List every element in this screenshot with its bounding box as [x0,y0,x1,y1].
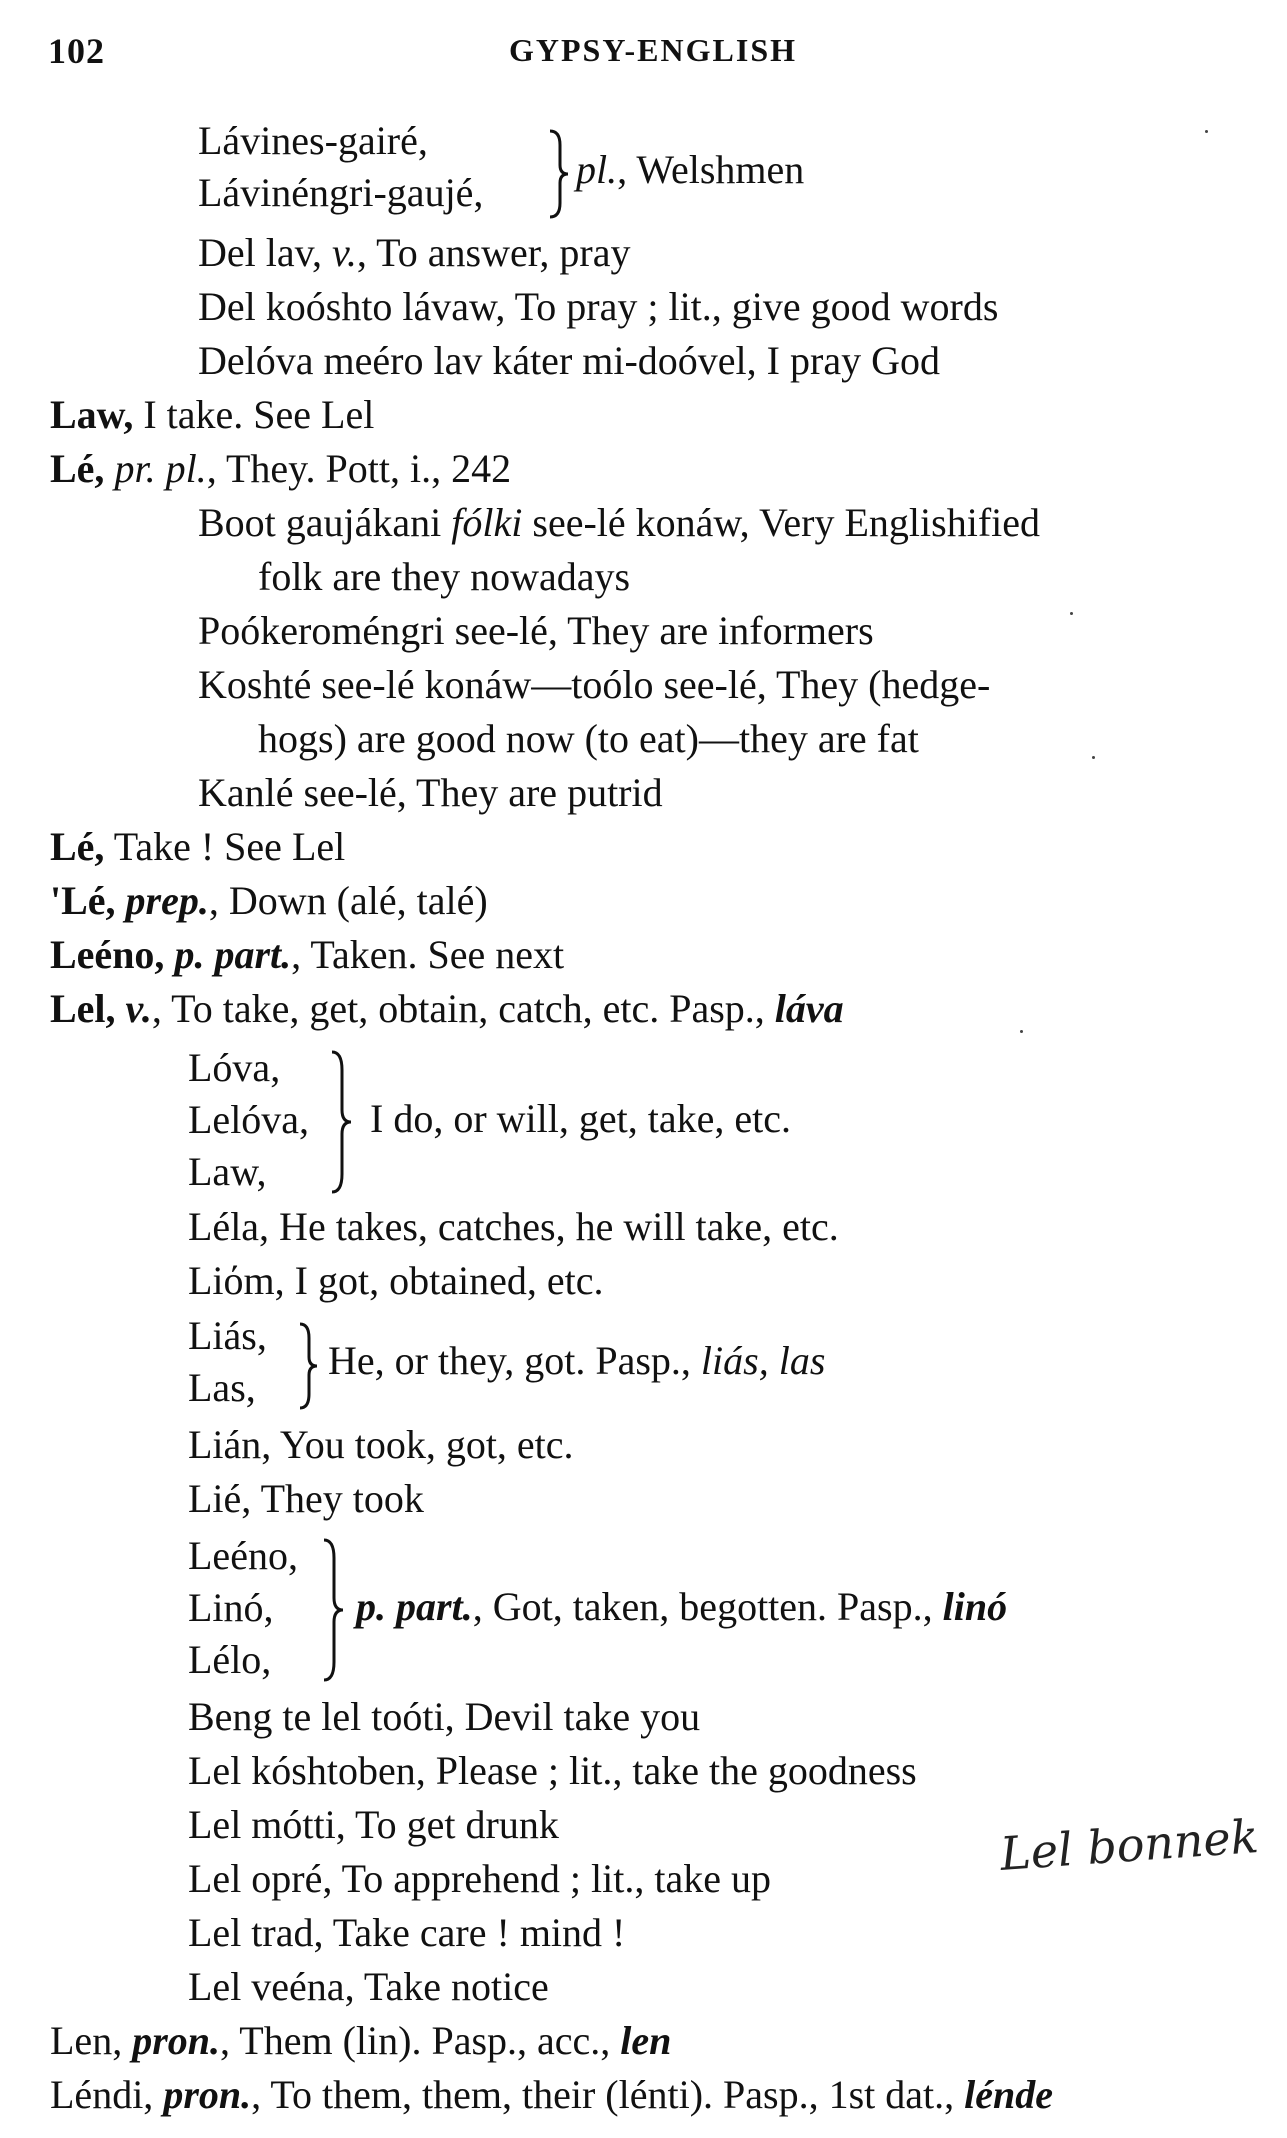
variant-stack [188,1310,267,1414]
subentry-kanle: Kanlé see-lé, They are putrid [198,770,663,815]
subentry-lel-opre: Lel opré, To apprehend ; lit., take up [188,1856,771,1901]
entry-le-they: Lé, pr. pl., They. Pott, i., 242 [50,446,512,491]
variant-lino: Linó, [188,1585,274,1630]
variant-lova: Lóva, [188,1045,281,1090]
subentry-lel-motti: Lel mótti, To get drunk [188,1802,559,1847]
gloss-welshmen: pl., Welshmen [576,147,805,192]
right-brace-icon [320,1538,346,1682]
subentry-delova: Delóva meéro lav káter mi-doóvel, I pray God [198,338,940,383]
subentry-boot-gaujakani: Boot gaujákani fólki see-lé konáw, Very Englishified [198,500,1041,545]
variant-lavines-gaire: Lávines-gairé, [198,118,428,163]
variant-stack [188,1530,298,1686]
variant-stack [198,115,483,219]
variant-las: Las, [188,1365,256,1410]
subentry-lel-trad: Lel trad, Take care ! mind ! [188,1910,626,1955]
gloss-i-do: I do, or will, get, take, etc. [370,1096,791,1141]
entry-welshmen [198,115,898,225]
print-speck [1070,612,1073,615]
print-speck [1092,756,1095,759]
subentry-lela: Léla, He takes, catches, he will take, etc. [188,1204,839,1249]
subentry-pookeromengri: Poókeroméngri see-lé, They are informers [198,608,874,653]
entry-len: Len, pron., Them (lin). Pasp., acc., len [50,2018,672,2063]
gloss-participle: p. part., Got, taken, begotten. Pasp., linó [356,1584,1008,1629]
right-brace-icon [546,129,570,219]
entry-le-down: 'Lé, prep., Down (alé, talé) [50,878,488,923]
subentry-beng: Beng te lel toóti, Devil take you [188,1694,701,1739]
subentry-koshte: Koshté see-lé konáw—toólo see-lé, They (hedge- [198,662,991,707]
handwritten-annotation: Lel bonnek [998,1809,1261,1881]
subentry-lie: Lié, They took [188,1476,424,1521]
gloss-they-got: He, or they, got. Pasp., liás, las [328,1338,826,1383]
subentry-lian: Lián, You took, got, etc. [188,1422,574,1467]
subentry-del-kooshto: Del koóshto lávaw, To pray ; lit., give good words [198,284,999,329]
entry-le-take: Lé, Take ! See Lel [50,824,346,869]
print-speck [1020,1030,1023,1033]
variant-lavinengri-gauje: Lávinéngri-gaujé, [198,170,484,215]
variant-lelova: Lelóva, [188,1097,310,1142]
right-brace-icon [296,1322,320,1410]
variant-lelo: Lélo, [188,1637,272,1682]
entry-law: Law, I take. See Lel [50,392,375,437]
entry-lendi: Léndi, pron., To them, them, their (lénti). Pasp., 1st dat., lénde [50,2072,1054,2117]
entry-lel: Lel, v., To take, get, obtain, catch, etc. Pasp., láva [50,986,844,1031]
variant-stack [188,1042,309,1198]
subentry-lel-veena: Lel veéna, Take notice [188,1964,549,2009]
entry-leeno: Leéno, p. part., Taken. See next [50,932,565,977]
right-brace-icon [328,1050,354,1194]
subentry-continuation: folk are they nowadays [258,554,631,599]
subentry-liom: Liόm, I got, obtained, etc. [188,1258,604,1303]
conjugation-they-got [188,1310,1088,1420]
page-header [48,30,1228,80]
subentry-lel-koshtoben: Lel kóshtoben, Please ; lit., take the goodness [188,1748,917,1793]
participle-group [188,1530,1238,1690]
subentry-del-lav: Del lav, v., To answer, pray [198,230,631,275]
variant-law: Law, [188,1149,267,1194]
subentry-continuation-hogs: hogs) are good now (to eat)—they are fat [258,716,919,761]
print-speck [1205,130,1208,133]
running-title: GYPSY-ENGLISH [509,32,797,68]
variant-leeno: Leéno, [188,1533,298,1578]
variant-lias: Liás, [188,1313,267,1358]
conjugation-i-do [188,1042,988,1202]
page-number: 102 [48,31,105,71]
